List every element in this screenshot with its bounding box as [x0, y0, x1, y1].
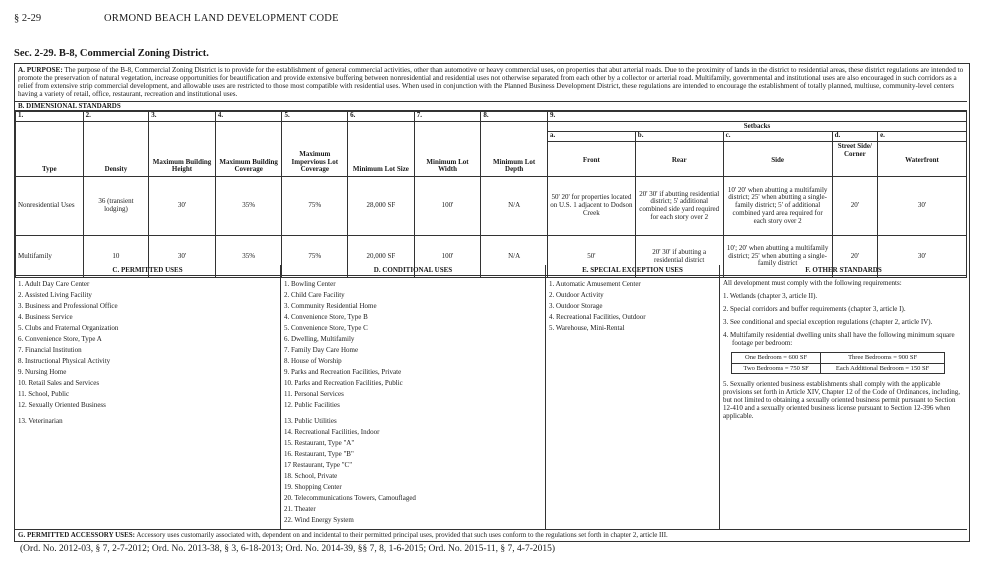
other-intro: All development must comply with the following requirements:: [723, 279, 902, 287]
list-item: 2. Child Care Facility: [284, 291, 345, 299]
col-num-2: 2.: [83, 112, 149, 122]
list-item: 3. Business and Professional Office: [18, 302, 118, 310]
special-exception-uses-heading: E. SPECIAL EXCEPTION USES: [546, 265, 720, 276]
row2-side: 10'; 20' when abutting a multifamily district; 25' when abutting a single-family district: [723, 236, 832, 278]
conditional-uses-list: [281, 276, 546, 530]
header-type-cell: [16, 122, 84, 177]
row1-waterfront: 30': [878, 177, 967, 236]
col-num-3: 3.: [149, 112, 216, 122]
header-density: Density: [104, 165, 128, 174]
row2-lot-depth: N/A: [481, 236, 548, 278]
header-waterfront: Waterfront: [905, 156, 939, 164]
row1-lot-depth: N/A: [481, 177, 548, 236]
list-item: 3. Community Residential Home: [284, 302, 377, 310]
setback-rear-cell: [635, 132, 723, 177]
other-item-4: 4. Multifamily residential dwelling units shall have the following minimum square footage per bedroom:: [723, 331, 955, 348]
col-num-8: 8.: [481, 112, 548, 122]
unit-additional-bedroom: Each Additional Bedroom = 150 SF: [821, 363, 945, 373]
list-item: 9. Nursing Home: [18, 368, 67, 376]
list-item: 10. Parks and Recreation Facilities, Public: [284, 379, 403, 387]
list-item: 2. Assisted Living Facility: [18, 291, 92, 299]
section-reference: § 2-29: [14, 13, 42, 24]
list-item: 11. School, Public: [18, 390, 70, 398]
setback-waterfront-cell: [878, 132, 967, 177]
col-num-9-label: 9.: [549, 111, 556, 119]
setbacks-cell: [547, 122, 966, 132]
row1-impervious: 75%: [282, 177, 348, 236]
dimensional-standards-table: [15, 111, 967, 278]
permitted-uses-list: [15, 276, 281, 530]
list-item: 13. Veterinarian: [18, 417, 63, 425]
col-num-4: 4.: [215, 112, 282, 122]
setback-letter-b: b.: [636, 132, 723, 142]
other-standards-block: [720, 276, 967, 530]
list-item: 3. Outdoor Storage: [549, 302, 603, 310]
list-item: 19. Shopping Center: [284, 483, 342, 491]
row1-lot-width: 100': [414, 177, 481, 236]
list-item: 15. Restaurant, Type "A": [284, 439, 355, 447]
row1-lot-size: 28,000 SF: [348, 177, 415, 236]
list-item: 20. Telecommunications Towers, Camouflaged: [284, 494, 416, 502]
unit-one-bedroom: One Bedroom = 600 SF: [732, 353, 821, 363]
list-item: 6. Dwelling, Multifamily: [284, 335, 355, 343]
list-item: 4. Business Service: [18, 313, 73, 321]
header-coverage: Maximum Building Coverage: [219, 157, 278, 174]
list-item: 14. Recreational Facilities, Indoor: [284, 428, 380, 436]
setback-letter-c: c.: [724, 132, 832, 142]
col-num-6: 6.: [348, 112, 415, 122]
list-item: 2. Outdoor Activity: [549, 291, 604, 299]
header-rear: Rear: [671, 156, 687, 164]
other-item-5: 5. Sexually oriented business establishments shall comply with the applicable provisions set forth in Article XIV, Chapter 12 of the Code of Ordinances, including, but not limited to obtaining a sexually oriented business permit pursuant to Section 12-410 and a sexually oriented business license pursuant to Section 12-396 when applicable.: [723, 380, 961, 421]
list-item: 22. Wind Energy System: [284, 516, 354, 524]
purpose-block: [15, 64, 967, 102]
unit-two-bedrooms: Two Bedrooms = 750 SF: [732, 363, 821, 373]
setback-letter-d: d.: [833, 132, 877, 142]
list-item: 9. Parks and Recreation Facilities, Private: [284, 368, 402, 376]
header-impervious-cell: [282, 122, 348, 177]
list-item: 12. Sexually Oriented Business: [18, 401, 106, 409]
row2-street-side: 20': [832, 236, 877, 278]
row1-rear: 20' 30' if abutting residential district; 5' additional combined side yard required for each story over 2: [635, 177, 723, 236]
conditional-uses-heading: D. CONDITIONAL USES: [281, 265, 546, 276]
section-title: Sec. 2-29. B-8, Commercial Zoning District.: [14, 48, 209, 59]
list-item: 7. Family Day Care Home: [284, 346, 359, 354]
row1-side: 10' 20' when abutting a multifamily district; 25' when abutting a single-family district; 5' of additional combined yard area required for each story over 2: [723, 177, 832, 236]
list-item: 10. Retail Sales and Services: [18, 379, 100, 387]
header-lot-size: Minimum Lot Size: [352, 165, 409, 174]
row1-front: 50' 20' for properties located on U.S. 1 adjacent to Dodson Creek: [547, 177, 635, 236]
accessory-label: G. PERMITTED ACCESSORY USES:: [18, 531, 135, 539]
setback-letter-e: e.: [878, 132, 966, 142]
col-num-9: [547, 112, 966, 122]
row2-lot-width: 100': [414, 236, 481, 278]
row2-coverage: 35%: [215, 236, 282, 278]
bedroom-sqft-table: [731, 352, 945, 374]
list-item: 8. House of Worship: [284, 357, 342, 365]
header-front: Front: [582, 156, 600, 164]
list-item: 18. School, Private: [284, 472, 338, 480]
list-item: 5. Convenience Store, Type C: [284, 324, 368, 332]
unit-three-bedrooms: Three Bedrooms = 900 SF: [821, 353, 945, 363]
setback-letter-a: a.: [548, 132, 635, 142]
accessory-uses: [15, 529, 967, 540]
list-item: 17 Restaurant, Type "C": [284, 461, 353, 469]
list-item: 7. Financial Institution: [18, 346, 82, 354]
setback-street-cell: [832, 132, 877, 177]
header-coverage-cell: [215, 122, 282, 177]
purpose-text: The purpose of the B-8, Commercial Zoning District is to provide for the establishment of general commercial activities, other than automotive or heavy commercial uses, on properties that abut arterial roads. Due to the proximity of lands in the district to residential areas, these district regulations are intended to promote the preservation of natural vegetation, increase opportunities for beautification and provide extensive buffering between nonresidential and residential uses not otherwise separated from each other by a collector or arterial road. Multifamily, governmental and institutional uses are also encouraged in such corridors as a relief from extensive strip commercial development, and allowable uses are restricted to those most compatible with residential uses. When used in conjunction with the Planned Business Development District, these regulations are intended to encourage the establishment of totally planned, multiuse, community-level centers having a variety of retail, office, restaurant, recreation and institutional uses.: [18, 66, 964, 99]
list-item: 5. Warehouse, Mini-Rental: [549, 324, 625, 332]
row2-height: 30': [149, 236, 216, 278]
col-num-5: 5.: [282, 112, 348, 122]
list-item: 13. Public Utilities: [284, 417, 337, 425]
header-impervious: Maximum Impervious Lot Coverage: [291, 149, 339, 174]
col-num-7: 7.: [414, 112, 481, 122]
row1-coverage: 35%: [215, 177, 282, 236]
header-density-cell: [83, 122, 149, 177]
row1-type: Nonresidential Uses: [16, 177, 84, 236]
row2-lot-size: 20,000 SF: [348, 236, 415, 278]
list-item: 6. Convenience Store, Type A: [18, 335, 102, 343]
row2-impervious: 75%: [282, 236, 348, 278]
list-item: 5. Clubs and Fraternal Organization: [18, 324, 119, 332]
list-item: 1. Adult Day Care Center: [18, 280, 90, 288]
dimensional-standards-heading: B. DIMENSIONAL STANDARDS: [15, 102, 967, 111]
permitted-uses-heading: C. PERMITTED USES: [15, 265, 281, 276]
header-lot-width: Minimum Lot Width: [426, 157, 469, 174]
header-lot-depth-cell: [481, 122, 548, 177]
setback-front-cell: [547, 132, 635, 177]
other-standards-heading: F. OTHER STANDARDS: [720, 265, 967, 276]
list-item: 16. Restaurant, Type "B": [284, 450, 354, 458]
row2-waterfront: 30': [878, 236, 967, 278]
list-item: 11. Personal Services: [284, 390, 344, 398]
page-header: [14, 13, 974, 27]
header-street-side: Street Side/ Corner: [837, 142, 872, 158]
other-item-3: 3. See conditional and special exception regulations (chapter 2, article IV).: [723, 318, 933, 327]
other-item-2: 2. Special corridors and buffer requirements (chapter 3, article I).: [723, 305, 906, 314]
accessory-text: Accessory uses customarily associated with, dependent on and incidental to their permitted principal uses, provided that such uses conform to the regulations set forth in chapter 2, article III.: [136, 531, 668, 539]
zoning-table: [14, 63, 970, 542]
header-height-cell: [149, 122, 216, 177]
list-item: 4. Convenience Store, Type B: [284, 313, 368, 321]
header-lot-width-cell: [414, 122, 481, 177]
ordinance-history: (Ord. No. 2012-03, § 7, 2-7-2012; Ord. No. 2013-38, § 3, 6-18-2013; Ord. No. 2014-39, §§ 7, 8, 1-6-2015; Ord. No. 2015-11, § 7, 4-7-2015): [20, 544, 556, 554]
row2-density: 10: [83, 236, 149, 278]
code-name: ORMOND BEACH LAND DEVELOPMENT CODE: [104, 13, 339, 24]
header-height: Maximum Building Height: [152, 157, 212, 174]
row1-street-side: 20': [832, 177, 877, 236]
list-item: 1. Automatic Amusement Center: [549, 280, 641, 288]
other-item-1: 1. Wetlands (chapter 3, article II).: [723, 292, 818, 301]
header-side: Side: [771, 156, 785, 164]
row2-front: 50': [547, 236, 635, 278]
row2-type: Multifamily: [16, 236, 84, 278]
header-lot-size-cell: [348, 122, 415, 177]
header-type: Type: [41, 165, 57, 174]
header-lot-depth: Minimum Lot Depth: [493, 157, 536, 174]
table-row: [16, 177, 967, 236]
special-exception-uses-list: [546, 276, 720, 530]
list-item: 21. Theater: [284, 505, 316, 513]
list-item: 8. Instructional Physical Activity: [18, 357, 111, 365]
setback-side-cell: [723, 132, 832, 177]
list-item: 1. Bowling Center: [284, 280, 336, 288]
purpose-label: A. PURPOSE:: [18, 66, 63, 74]
setbacks-heading: Setbacks: [743, 121, 771, 130]
row1-height: 30': [149, 177, 216, 236]
list-item: 4. Recreational Facilities, Outdoor: [549, 313, 646, 321]
row1-density: 36 (transient lodging): [83, 177, 149, 236]
list-item: 12. Public Facilities: [284, 401, 340, 409]
col-num-1: 1.: [16, 112, 84, 122]
row2-rear: 20' 30' if abutting a residential district: [635, 236, 723, 278]
